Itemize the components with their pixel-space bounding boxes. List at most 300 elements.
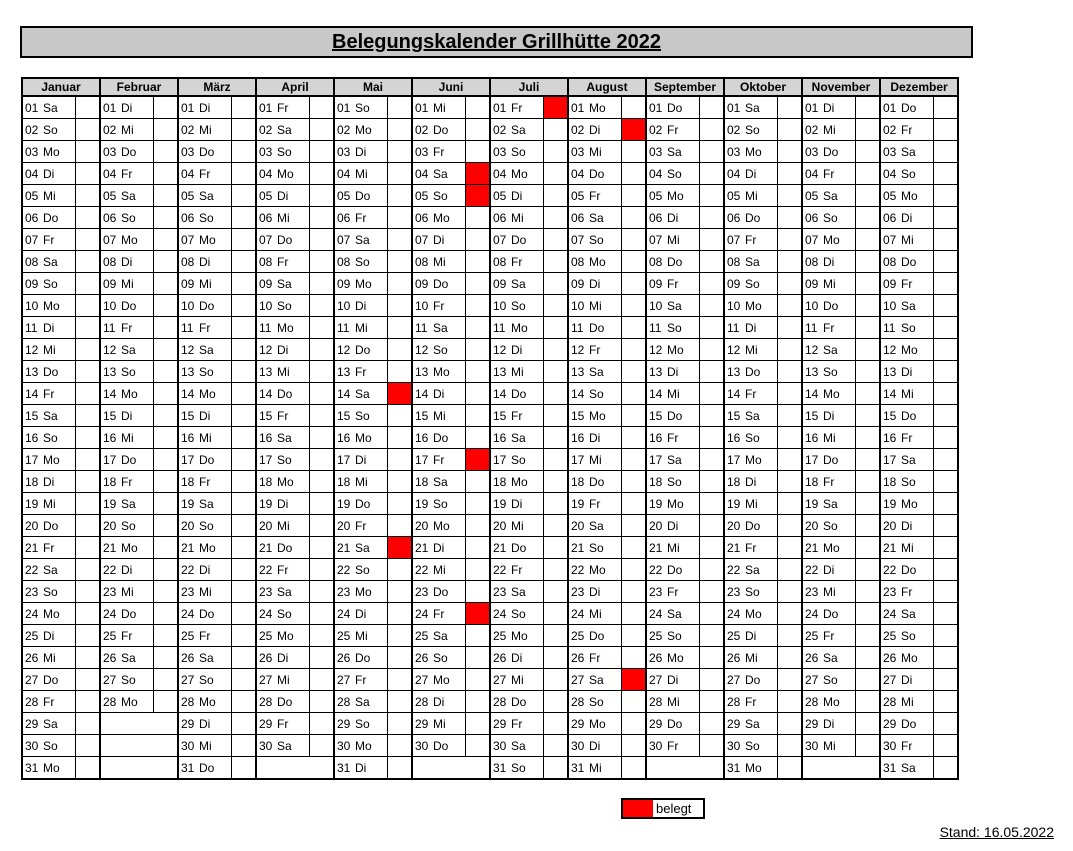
month-header: Mai <box>334 78 412 96</box>
day-number: 21 <box>802 537 819 559</box>
day-number: 29 <box>22 713 39 735</box>
weekday: Mi <box>741 185 777 207</box>
day-number: 05 <box>178 185 195 207</box>
day-number: 21 <box>178 537 195 559</box>
booking-cell <box>543 493 568 515</box>
day-number: 01 <box>178 96 195 119</box>
weekday: So <box>39 581 75 603</box>
day-number: 06 <box>490 207 507 229</box>
legend-label: belegt <box>656 801 692 816</box>
weekday: Do <box>429 427 465 449</box>
booking-cell <box>75 273 100 295</box>
booking-cell <box>699 405 724 427</box>
weekday: Sa <box>585 361 621 383</box>
booking-cell <box>777 603 802 625</box>
calendar-row <box>22 625 958 647</box>
booking-cell <box>543 449 568 471</box>
weekday: Fr <box>741 537 777 559</box>
booking-cell <box>465 713 490 735</box>
day-number: 21 <box>724 537 741 559</box>
day-number: 25 <box>490 625 507 647</box>
day-number: 20 <box>334 515 351 537</box>
weekday: Fr <box>351 515 387 537</box>
day-number: 20 <box>802 515 819 537</box>
day-number: 03 <box>568 141 585 163</box>
day-number: 04 <box>724 163 741 185</box>
day-number: 21 <box>880 537 897 559</box>
calendar-row <box>22 427 958 449</box>
day-number: 04 <box>256 163 273 185</box>
booking-cell <box>933 185 958 207</box>
booking-cell <box>543 185 568 207</box>
weekday: Mo <box>39 295 75 317</box>
day-number: 09 <box>178 273 195 295</box>
booking-cell <box>153 361 178 383</box>
weekday: Do <box>351 339 387 361</box>
weekday: So <box>39 735 75 757</box>
day-number: 22 <box>490 559 507 581</box>
booking-cell <box>465 383 490 405</box>
weekday: Sa <box>195 493 231 515</box>
booking-cell <box>543 119 568 141</box>
weekday: Fr <box>663 119 699 141</box>
day-number: 20 <box>490 515 507 537</box>
day-number: 19 <box>880 493 897 515</box>
day-number: 17 <box>490 449 507 471</box>
booking-cell <box>855 647 880 669</box>
weekday: Mo <box>117 537 153 559</box>
weekday: Mi <box>273 669 309 691</box>
weekday: Di <box>663 515 699 537</box>
weekday: So <box>429 339 465 361</box>
booking-cell <box>855 537 880 559</box>
weekday: Fr <box>897 273 933 295</box>
weekday: So <box>585 383 621 405</box>
booking-cell <box>231 559 256 581</box>
booking-cell <box>543 691 568 713</box>
weekday: Do <box>585 471 621 493</box>
booking-cell <box>309 537 334 559</box>
day-number: 13 <box>22 361 39 383</box>
booking-cell <box>231 449 256 471</box>
booking-cell <box>777 493 802 515</box>
booking-cell <box>309 96 334 119</box>
day-number: 11 <box>568 317 585 339</box>
booking-cell <box>231 669 256 691</box>
weekday: Di <box>663 361 699 383</box>
weekday: Sa <box>195 185 231 207</box>
day-number: 27 <box>256 669 273 691</box>
booking-cell <box>543 141 568 163</box>
day-number: 29 <box>178 713 195 735</box>
day-number: 23 <box>724 581 741 603</box>
day-number: 12 <box>646 339 663 361</box>
weekday: So <box>39 273 75 295</box>
calendar-row <box>22 251 958 273</box>
booking-cell <box>699 163 724 185</box>
weekday: Mo <box>585 96 621 119</box>
booking-cell <box>309 493 334 515</box>
booking-cell <box>855 141 880 163</box>
booking-cell <box>621 317 646 339</box>
booking-cell <box>855 207 880 229</box>
booking-cell <box>465 229 490 251</box>
weekday: Fr <box>585 339 621 361</box>
weekday: Fr <box>663 273 699 295</box>
weekday: So <box>507 757 543 780</box>
day-number: 08 <box>22 251 39 273</box>
weekday: Fr <box>741 383 777 405</box>
weekday: Fr <box>507 405 543 427</box>
booking-cell <box>621 449 646 471</box>
booking-cell <box>933 96 958 119</box>
booking-cell <box>543 515 568 537</box>
booking-cell <box>699 141 724 163</box>
day-number: 05 <box>646 185 663 207</box>
booking-cell <box>699 317 724 339</box>
booking-cell <box>231 273 256 295</box>
day-number: 26 <box>22 647 39 669</box>
day-number: 11 <box>490 317 507 339</box>
day-number: 08 <box>802 251 819 273</box>
calendar-row <box>22 713 958 735</box>
day-number: 01 <box>490 96 507 119</box>
booking-cell <box>75 757 100 780</box>
weekday: Mi <box>663 537 699 559</box>
weekday: Mi <box>195 273 231 295</box>
day-number: 11 <box>880 317 897 339</box>
day-number: 12 <box>568 339 585 361</box>
weekday: Mo <box>273 625 309 647</box>
booking-cell <box>855 119 880 141</box>
booking-cell <box>933 625 958 647</box>
day-number: 07 <box>880 229 897 251</box>
weekday: So <box>195 207 231 229</box>
booking-cell <box>621 405 646 427</box>
booking-cell <box>699 471 724 493</box>
weekday: Di <box>195 559 231 581</box>
weekday: Mi <box>585 757 621 780</box>
day-number: 30 <box>802 735 819 757</box>
booking-cell <box>153 537 178 559</box>
day-number: 25 <box>724 625 741 647</box>
booking-cell <box>153 449 178 471</box>
weekday: Di <box>897 361 933 383</box>
day-number: 17 <box>334 449 351 471</box>
weekday: Mo <box>195 383 231 405</box>
booking-cell <box>309 581 334 603</box>
day-number: 16 <box>22 427 39 449</box>
calendar-row <box>22 471 958 493</box>
day-number: 29 <box>256 713 273 735</box>
weekday: Do <box>741 669 777 691</box>
day-number: 08 <box>334 251 351 273</box>
day-number: 04 <box>334 163 351 185</box>
weekday: Mi <box>39 339 75 361</box>
day-number: 31 <box>22 757 39 780</box>
day-number: 05 <box>334 185 351 207</box>
booking-cell <box>777 581 802 603</box>
day-number: 28 <box>880 691 897 713</box>
weekday: So <box>273 141 309 163</box>
day-number: 22 <box>334 559 351 581</box>
day-number: 26 <box>724 647 741 669</box>
weekday: Sa <box>897 295 933 317</box>
booking-cell <box>153 317 178 339</box>
day-number: 08 <box>724 251 741 273</box>
day-number: 06 <box>100 207 117 229</box>
booking-cell <box>855 559 880 581</box>
weekday: Sa <box>663 449 699 471</box>
calendar-row <box>22 449 958 471</box>
weekday: Do <box>741 361 777 383</box>
weekday: Di <box>273 493 309 515</box>
booking-cell <box>231 339 256 361</box>
weekday: Mi <box>897 229 933 251</box>
day-number: 24 <box>490 603 507 625</box>
booking-cell <box>153 515 178 537</box>
day-number: 21 <box>256 537 273 559</box>
weekday: Sa <box>741 251 777 273</box>
booking-cell <box>387 559 412 581</box>
weekday: So <box>351 405 387 427</box>
day-number: 02 <box>100 119 117 141</box>
month-header: Oktober <box>724 78 802 96</box>
booking-cell <box>465 273 490 295</box>
booking-cell <box>75 163 100 185</box>
weekday: So <box>741 119 777 141</box>
day-number: 19 <box>802 493 819 515</box>
weekday: So <box>429 493 465 515</box>
booking-cell <box>309 207 334 229</box>
booking-cell <box>933 713 958 735</box>
booking-cell <box>543 383 568 405</box>
booking-cell <box>231 515 256 537</box>
weekday: Di <box>585 273 621 295</box>
day-number: 04 <box>490 163 507 185</box>
weekday: Sa <box>39 251 75 273</box>
day-number: 24 <box>802 603 819 625</box>
weekday: Mo <box>429 361 465 383</box>
day-number: 05 <box>724 185 741 207</box>
day-number: 03 <box>256 141 273 163</box>
day-number: 21 <box>490 537 507 559</box>
booked-cell <box>387 537 412 559</box>
booking-cell <box>387 185 412 207</box>
weekday: Mo <box>195 691 231 713</box>
calendar-row <box>22 119 958 141</box>
calendar-row <box>22 229 958 251</box>
weekday: Sa <box>507 735 543 757</box>
day-number: 16 <box>880 427 897 449</box>
day-number: 07 <box>490 229 507 251</box>
day-number: 16 <box>334 427 351 449</box>
booking-cell <box>933 735 958 757</box>
booking-cell <box>543 757 568 780</box>
booking-cell <box>543 339 568 361</box>
booking-cell <box>153 295 178 317</box>
booking-cell <box>699 647 724 669</box>
booking-cell <box>309 361 334 383</box>
day-number: 25 <box>334 625 351 647</box>
booking-cell <box>933 229 958 251</box>
booking-cell <box>231 361 256 383</box>
weekday: Mo <box>429 207 465 229</box>
calendar-row <box>22 691 958 713</box>
day-number: 23 <box>22 581 39 603</box>
weekday: So <box>507 603 543 625</box>
empty-day-cell <box>100 735 178 757</box>
weekday: Sa <box>351 229 387 251</box>
weekday: Sa <box>585 207 621 229</box>
day-number: 17 <box>646 449 663 471</box>
booking-cell <box>231 229 256 251</box>
booking-cell <box>933 339 958 361</box>
weekday: So <box>351 251 387 273</box>
day-number: 03 <box>490 141 507 163</box>
day-number: 04 <box>802 163 819 185</box>
booking-cell <box>387 339 412 361</box>
day-number: 10 <box>178 295 195 317</box>
weekday: Sa <box>39 713 75 735</box>
weekday: So <box>39 427 75 449</box>
day-number: 27 <box>178 669 195 691</box>
day-number: 02 <box>568 119 585 141</box>
booking-cell <box>621 361 646 383</box>
booking-cell <box>777 96 802 119</box>
booking-cell <box>543 581 568 603</box>
weekday: Mi <box>741 339 777 361</box>
weekday: Di <box>351 603 387 625</box>
calendar-row <box>22 559 958 581</box>
booked-cell <box>543 96 568 119</box>
weekday: Sa <box>117 647 153 669</box>
weekday: Fr <box>39 537 75 559</box>
booking-cell <box>387 96 412 119</box>
day-number: 31 <box>178 757 195 780</box>
day-number: 19 <box>568 493 585 515</box>
booking-cell <box>231 207 256 229</box>
day-number: 27 <box>490 669 507 691</box>
booking-cell <box>699 295 724 317</box>
booking-cell <box>231 251 256 273</box>
weekday: Do <box>195 141 231 163</box>
booking-cell <box>621 141 646 163</box>
day-number: 23 <box>334 581 351 603</box>
booking-cell <box>543 207 568 229</box>
booking-cell <box>621 515 646 537</box>
booking-cell <box>465 471 490 493</box>
day-number: 28 <box>334 691 351 713</box>
day-number: 08 <box>646 251 663 273</box>
booking-cell <box>231 383 256 405</box>
booking-cell <box>933 273 958 295</box>
booking-cell <box>699 625 724 647</box>
booking-cell <box>543 163 568 185</box>
weekday: Mo <box>351 273 387 295</box>
day-number: 22 <box>646 559 663 581</box>
booking-cell <box>465 493 490 515</box>
booking-cell <box>75 625 100 647</box>
booking-cell <box>309 515 334 537</box>
weekday: Do <box>195 449 231 471</box>
day-number: 27 <box>880 669 897 691</box>
booking-cell <box>777 515 802 537</box>
day-number: 26 <box>880 647 897 669</box>
day-number: 17 <box>880 449 897 471</box>
weekday: Di <box>897 669 933 691</box>
booking-cell <box>543 405 568 427</box>
weekday: Mi <box>39 185 75 207</box>
weekday: Di <box>117 405 153 427</box>
day-number: 02 <box>880 119 897 141</box>
weekday: Di <box>195 713 231 735</box>
day-number: 19 <box>100 493 117 515</box>
booking-cell <box>699 581 724 603</box>
booking-cell <box>231 537 256 559</box>
weekday: Fr <box>39 229 75 251</box>
day-number: 29 <box>412 713 429 735</box>
booking-cell <box>465 207 490 229</box>
weekday: Fr <box>897 119 933 141</box>
weekday: Do <box>585 317 621 339</box>
weekday: So <box>663 471 699 493</box>
weekday: Mo <box>195 229 231 251</box>
day-number: 07 <box>334 229 351 251</box>
weekday: Fr <box>117 163 153 185</box>
booking-cell <box>153 229 178 251</box>
day-number: 21 <box>22 537 39 559</box>
booking-cell <box>621 185 646 207</box>
day-number: 18 <box>568 471 585 493</box>
day-number: 01 <box>412 96 429 119</box>
weekday: So <box>351 96 387 119</box>
weekday: Di <box>897 515 933 537</box>
day-number: 07 <box>100 229 117 251</box>
calendar-row <box>22 581 958 603</box>
day-number: 17 <box>568 449 585 471</box>
weekday: Do <box>663 713 699 735</box>
day-number: 02 <box>334 119 351 141</box>
day-number: 18 <box>646 471 663 493</box>
booking-cell <box>231 185 256 207</box>
weekday: Mo <box>663 647 699 669</box>
empty-day-cell <box>100 757 178 780</box>
weekday: Sa <box>351 537 387 559</box>
weekday: So <box>663 317 699 339</box>
day-number: 12 <box>724 339 741 361</box>
legend <box>621 798 705 819</box>
booking-cell <box>231 625 256 647</box>
weekday: Sa <box>429 471 465 493</box>
booking-cell <box>621 603 646 625</box>
booking-cell <box>387 581 412 603</box>
calendar-row <box>22 317 958 339</box>
day-number: 05 <box>256 185 273 207</box>
booking-cell <box>309 185 334 207</box>
day-number: 24 <box>256 603 273 625</box>
day-number: 09 <box>490 273 507 295</box>
booking-cell <box>543 537 568 559</box>
calendar-row <box>22 515 958 537</box>
day-number: 19 <box>256 493 273 515</box>
booking-cell <box>75 141 100 163</box>
booking-cell <box>309 449 334 471</box>
day-number: 18 <box>802 471 819 493</box>
weekday: Do <box>429 581 465 603</box>
day-number: 22 <box>802 559 819 581</box>
weekday: Do <box>39 515 75 537</box>
